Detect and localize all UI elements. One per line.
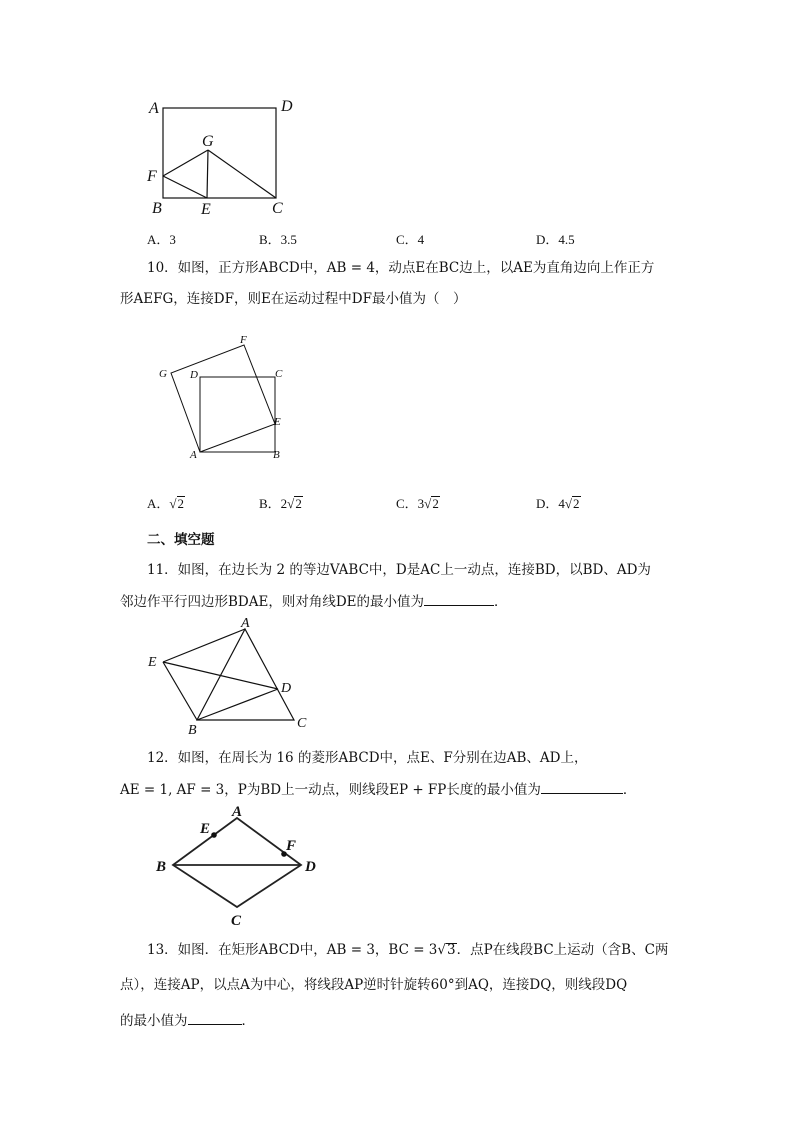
q12-label-a: A <box>232 804 243 820</box>
q9-label-b: B <box>152 200 162 217</box>
q12-label-e: E <box>200 821 211 837</box>
q9-segment-ge <box>207 150 208 198</box>
q10-option-d-radicand: 2 <box>573 496 580 511</box>
q13-end: ． <box>241 1013 255 1029</box>
q13-answer-blank[interactable] <box>188 1010 242 1025</box>
q10-option-d-prefix: D． <box>536 496 559 511</box>
q13-line-1-text-b: ．点P在线段BC上运动（含B、C两 <box>456 942 669 958</box>
q10-square-abcd <box>200 377 275 452</box>
q11-segment-eb <box>163 662 197 720</box>
q11-end: ． <box>494 594 508 610</box>
q12-label-f: F <box>286 838 297 854</box>
q9-segment-fg <box>163 150 208 176</box>
q12-answer-blank[interactable] <box>541 779 623 794</box>
q10-label-f: F <box>240 334 247 346</box>
figure-q11 <box>143 615 323 740</box>
q9-label-d: D <box>281 98 293 115</box>
q12-label-c: C <box>231 913 242 929</box>
q12-point-e <box>211 832 217 838</box>
q10-option-d-coef: 4 <box>558 496 565 511</box>
q10-option-c: C．3√2 <box>396 496 439 511</box>
q12-line-1: 12．如图，在周长为 16 的菱形ABCD中，点E、F分别在边AB、AD上， <box>147 750 588 766</box>
figure-q12 <box>150 803 330 933</box>
q12-label-b: B <box>156 859 167 875</box>
q10-option-b: B．2√2 <box>259 496 302 511</box>
q13-line-1: 13．如图．在矩形ABCD中，AB = 3，BC = 3√3．点P在线段BC上运动（含B、C两 <box>147 942 669 958</box>
q11-line-1: 11．如图，在边长为 2 的等边VABC中，D是AC上一动点，连接BD，以BD、AD为 <box>147 562 651 578</box>
q12-rhombus-abcd <box>173 818 301 907</box>
q9-segment-gc <box>208 150 276 198</box>
q10-label-a: A <box>190 449 197 461</box>
q11-label-b: B <box>188 723 197 738</box>
q13-line-3-text: 的最小值为 <box>120 1013 188 1029</box>
q13-line-3 <box>120 1010 255 1031</box>
q9-option-a: A．3 <box>147 232 176 247</box>
figure-q9 <box>140 95 310 220</box>
q9-label-f: F <box>147 168 157 185</box>
q13-line-1-text-a: 13．如图．在矩形ABCD中，AB = 3，BC = 3 <box>147 942 438 958</box>
q9-option-d: D．4.5 <box>536 232 575 247</box>
q13-line-1-radicand: 3 <box>447 942 456 958</box>
q9-option-b: B．3.5 <box>259 232 297 247</box>
section-heading: 二、填空题 <box>147 532 215 548</box>
q12-line-2 <box>120 779 636 800</box>
q10-label-e: E <box>274 416 281 428</box>
q12-end: ． <box>622 782 637 798</box>
q10-label-c: C <box>275 368 283 380</box>
q9-segment-fe <box>163 176 207 198</box>
q10-option-a-radicand: 2 <box>177 496 185 511</box>
q10-label-b: B <box>273 449 280 461</box>
q10-label-d: D <box>190 369 198 381</box>
q13-line-2: 点），连接AP，以点A为中心，将线段AP逆时针旋转60°到AQ，连接DQ，则线段DQ <box>120 977 628 993</box>
q11-label-d: D <box>281 681 292 696</box>
q9-label-c: C <box>272 200 283 217</box>
q11-line-2 <box>120 591 508 612</box>
q10-option-b-prefix: B． <box>259 496 281 511</box>
figure-q10 <box>152 330 292 465</box>
q10-option-b-coef: 2 <box>280 496 288 511</box>
q11-segment-bd <box>197 689 278 720</box>
q11-answer-blank[interactable] <box>424 591 494 606</box>
q11-segment-ea <box>163 629 245 662</box>
q11-label-c: C <box>297 716 307 731</box>
q10-option-b-radicand: 2 <box>295 496 302 511</box>
q9-label-g: G <box>202 133 214 150</box>
q10-option-c-radicand: 2 <box>432 496 439 511</box>
q10-option-c-coef: 3 <box>417 496 425 511</box>
q10-square-aefg <box>171 345 275 452</box>
q10-option-a-prefix: A． <box>147 496 170 511</box>
q10-line-2: 形AEFG，连接DF，则E在运动过程中DF最小值为（ ） <box>120 291 467 307</box>
q12-line-2-text: AE = 1, AF = 3，P为BD上一动点，则线段EP + FP长度的最小值为 <box>120 782 541 798</box>
q9-option-c: C．4 <box>396 232 425 247</box>
q10-label-g: G <box>159 368 167 380</box>
q10-option-c-prefix: C． <box>396 496 418 511</box>
q11-segment-ed <box>163 662 278 689</box>
q11-line-2-text: 邻边作平行四边形BDAE，则对角线DE的最小值为 <box>120 594 425 610</box>
q11-label-e: E <box>148 655 157 670</box>
q10-option-a: A．√2 <box>147 496 185 511</box>
q9-label-a: A <box>149 100 159 117</box>
q9-label-e: E <box>201 201 211 218</box>
q11-label-a: A <box>241 616 250 631</box>
q10-line-1: 10．如图，正方形ABCD中，AB = 4，动点E在BC边上，以AE为直角边向上作正方 <box>147 260 655 276</box>
q12-label-d: D <box>305 859 316 875</box>
q10-option-d: D．4√2 <box>536 496 580 511</box>
